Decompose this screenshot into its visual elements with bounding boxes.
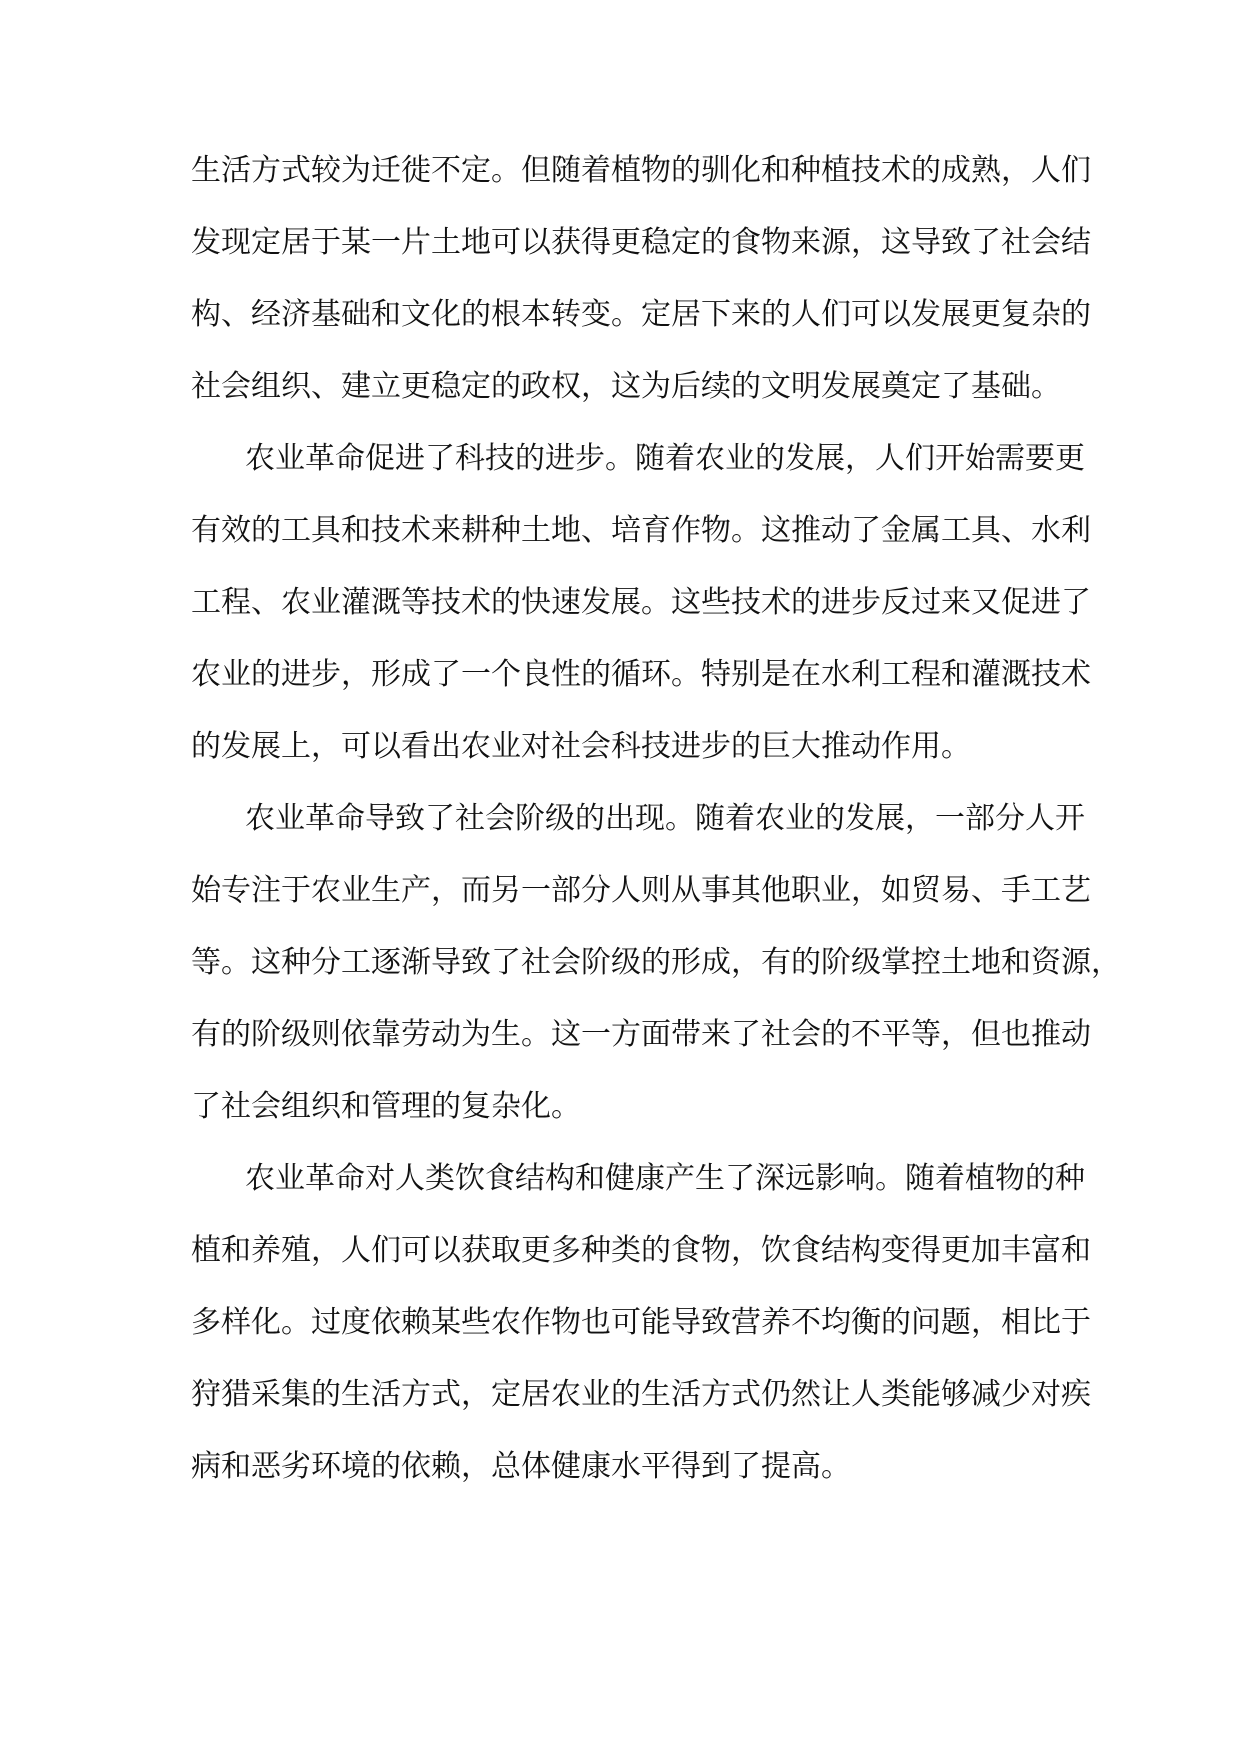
paragraph-3-line-1: 农业革命导致了社会阶级的出现。随着农业的发展，一部分人开 bbox=[245, 801, 1085, 836]
paragraph-1-line-1: 生活方式较为迁徙不定。但随着植物的驯化和种植技术的成熟，人们 bbox=[191, 153, 1091, 188]
paragraph-4-line-2: 植和养殖，人们可以获取更多种类的食物，饮食结构变得更加丰富和 bbox=[191, 1233, 1091, 1268]
paragraph-4-line-5: 病和恶劣环境的依赖，总体健康水平得到了提高。 bbox=[191, 1449, 851, 1484]
paragraph-2-line-1: 农业革命促进了科技的进步。随着农业的发展，人们开始需要更 bbox=[245, 441, 1085, 476]
paragraph-2-line-4: 农业的进步，形成了一个良性的循环。特别是在水利工程和灌溉技术 bbox=[191, 657, 1091, 692]
paragraph-2-line-2: 有效的工具和技术来耕种土地、培育作物。这推动了金属工具、水利 bbox=[191, 513, 1091, 548]
paragraph-3-line-4: 有的阶级则依靠劳动为生。这一方面带来了社会的不平等，但也推动 bbox=[191, 1017, 1091, 1052]
paragraph-2-line-5: 的发展上，可以看出农业对社会科技进步的巨大推动作用。 bbox=[191, 729, 971, 764]
paragraph-1-line-2: 发现定居于某一片土地可以获得更稳定的食物来源，这导致了社会结 bbox=[191, 225, 1091, 260]
paragraph-1-line-4: 社会组织、建立更稳定的政权，这为后续的文明发展奠定了基础。 bbox=[191, 369, 1061, 404]
paragraph-4-line-4: 狩猎采集的生活方式，定居农业的生活方式仍然让人类能够减少对疾 bbox=[191, 1377, 1091, 1412]
paragraph-3-line-2: 始专注于农业生产，而另一部分人则从事其他职业，如贸易、手工艺 bbox=[191, 873, 1091, 908]
paragraph-2-line-3: 工程、农业灌溉等技术的快速发展。这些技术的进步反过来又促进了 bbox=[191, 585, 1091, 620]
paragraph-4-line-3: 多样化。过度依赖某些农作物也可能导致营养不均衡的问题，相比于 bbox=[191, 1305, 1091, 1340]
paragraph-4-line-1: 农业革命对人类饮食结构和健康产生了深远影响。随着植物的种 bbox=[245, 1161, 1085, 1196]
paragraph-3-line-3: 等。这种分工逐渐导致了社会阶级的形成，有的阶级掌控土地和资源， bbox=[191, 945, 1121, 980]
paragraph-3-line-5: 了社会组织和管理的复杂化。 bbox=[191, 1089, 581, 1124]
paragraph-1-line-3: 构、经济基础和文化的根本转变。定居下来的人们可以发展更复杂的 bbox=[191, 297, 1091, 332]
